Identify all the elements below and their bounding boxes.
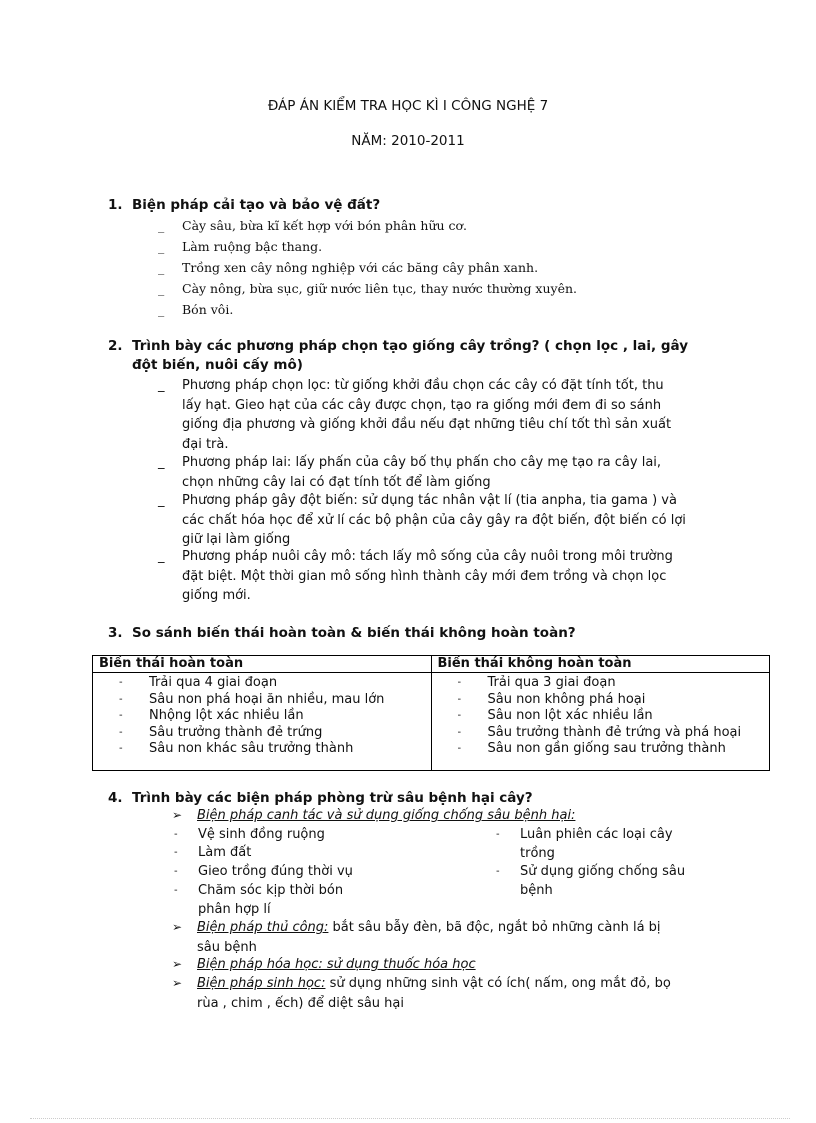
method-item bbox=[172, 806, 712, 826]
method-label: Biện pháp thủ công: bbox=[197, 920, 329, 935]
arrow-bullet-icon: ➢ bbox=[172, 976, 183, 990]
question-title: Biện pháp cải tạo và bảo vệ đất? bbox=[132, 197, 381, 213]
dash-bullet: _ bbox=[158, 218, 165, 233]
list-item: _ Phương pháp lai: lấy phấn của cây bố thụ phấn cho cây mẹ tạo ra cây lai, chọn những cây lai có đạt tính tốt để làm giống bbox=[158, 455, 662, 490]
arrow-bullet-icon: ➢ bbox=[172, 808, 183, 822]
dash-bullet: _ bbox=[158, 260, 165, 275]
list-item: - Vệ sinh đồng ruộng bbox=[174, 827, 325, 842]
list-item: - Sâu non phá hoại ăn nhiều, mau lớn bbox=[119, 691, 385, 707]
dash-bullet: - bbox=[174, 829, 178, 840]
list-item: _ Cày nông, bừa sục, giữ nước liên tục, thay nước thường xuyên. bbox=[158, 279, 577, 299]
method-label: Biện pháp canh tác và sử dụng giống chống sâu bệnh hại: bbox=[197, 808, 576, 823]
dash-bullet: _ bbox=[158, 549, 165, 564]
arrow-bullet-icon: ➢ bbox=[172, 957, 183, 971]
dash-bullet: - bbox=[457, 743, 462, 754]
list-item: _ Phương pháp gây đột biến: sử dụng tác nhân vật lí (tia anpha, tia gama ) và các chất hóa học để xử lí các bộ phận của cây gây ra đột biến, đột biến có lợi giữ lại làm giống bbox=[158, 493, 686, 547]
document-title: ĐÁP ÁN KIỂM TRA HỌC KÌ I CÔNG NGHỆ 7 bbox=[267, 98, 549, 114]
question-number: 4. bbox=[108, 790, 123, 806]
document-year: NĂM: 2010-2011 bbox=[351, 133, 465, 149]
dash-bullet: - bbox=[119, 743, 123, 754]
list-item: - Nhộng lột xác nhiều lần bbox=[119, 708, 304, 723]
list-item: - Sâu non không phá hoại bbox=[457, 691, 646, 707]
table-cell bbox=[431, 673, 770, 771]
dash-bullet: - bbox=[119, 693, 123, 705]
list-item: _ Bón vôi. bbox=[158, 300, 233, 320]
question-title: So sánh biến thái hoàn toàn & biến thái không hoàn toàn? bbox=[132, 625, 576, 641]
table-header-cell: Biến thái không hoàn toàn bbox=[431, 656, 770, 673]
question-title: Trình bày các biện pháp phòng trừ sâu bệnh hại cây? bbox=[132, 790, 533, 806]
list-item: - Gieo trồng đúng thời vụ bbox=[174, 864, 353, 879]
dash-bullet: - bbox=[457, 726, 462, 738]
question-number: 2. bbox=[108, 338, 123, 354]
question-number: 3. bbox=[108, 625, 123, 641]
question-number: 1. bbox=[108, 197, 123, 213]
list-item: - Sâu trưởng thành đẻ trứng bbox=[119, 724, 323, 740]
list-item: _ Phương pháp chọn lọc: từ giống khởi đầu chọn các cây có đặt tính tốt, thu lấy hạt. Gieo hạt của các cây được chọn, tạo ra giống mới đem đi so sánh giống địa phương và giống khởi đầu nếu đạt những tiêu chí tốt thì sản xuất đại trà. bbox=[158, 378, 672, 452]
dash-bullet: - bbox=[457, 710, 462, 721]
list-item: - Trải qua 3 giai đoạn bbox=[457, 675, 616, 690]
dash-bullet: - bbox=[119, 710, 123, 721]
method-item bbox=[172, 955, 712, 975]
comparison-table bbox=[92, 655, 770, 771]
list-item: _ Cày sâu, bừa kĩ kết hợp với bón phân hữu cơ. bbox=[158, 216, 467, 236]
dash-bullet: _ bbox=[158, 378, 165, 393]
dash-bullet: - bbox=[174, 866, 178, 877]
list-item: _ Trồng xen cây nông nghiệp với các băng cây phân xanh. bbox=[158, 258, 538, 278]
dash-bullet: _ bbox=[158, 281, 165, 296]
table-header-cell: Biến thái hoàn toàn bbox=[93, 656, 432, 673]
dash-bullet: - bbox=[496, 829, 500, 840]
dash-bullet: - bbox=[496, 866, 500, 877]
arrow-bullet-icon: ➢ bbox=[172, 920, 183, 934]
dash-bullet: - bbox=[174, 885, 178, 896]
dash-bullet: - bbox=[119, 726, 123, 738]
list-item: - Sâu non lột xác nhiều lần bbox=[457, 708, 653, 723]
list-item: - Sâu trưởng thành đẻ trứng và phá hoại bbox=[457, 724, 742, 740]
table-row bbox=[93, 673, 770, 771]
dash-bullet: _ bbox=[158, 239, 165, 254]
method-label: Biện pháp hóa học: sử dụng thuốc hóa học bbox=[197, 957, 476, 972]
dash-bullet: - bbox=[457, 693, 462, 705]
list-item: _ Phương pháp nuôi cây mô: tách lấy mô sống của cây nuôi trong môi trường đặt biệt. Một thời gian mô sống hình thành cây mới đem trồng và chọn lọc giống mới. bbox=[158, 549, 673, 603]
table-header-row bbox=[93, 656, 770, 673]
question-3-heading bbox=[108, 624, 708, 643]
cell-list bbox=[432, 675, 770, 758]
method-item: ➢ Biện pháp sinh học: sử dụng những sinh vật có ích( nấm, ong mắt đỏ, bọ rùa , chim , ếch) để diệt sâu hại bbox=[172, 976, 671, 1011]
dash-bullet: - bbox=[457, 677, 462, 688]
cell-list bbox=[93, 675, 431, 758]
list-item: - Sâu non khác sâu trưởng thành bbox=[119, 741, 354, 756]
question-title: Trình bày các phương pháp chọn tạo giống cây trồng? ( chọn lọc , lai, gây bbox=[132, 338, 689, 354]
list-item: - Sâu non gần giống sau trưởng thành bbox=[457, 741, 726, 756]
method-label: Biện pháp sinh học: bbox=[197, 976, 326, 991]
question-1-heading bbox=[108, 196, 708, 215]
method-item: ➢ Biện pháp thủ công: bắt sâu bẫy đèn, bã độc, ngắt bỏ những cành lá bị sâu bệnh bbox=[172, 920, 661, 955]
question-2-heading bbox=[108, 337, 708, 375]
list-item: - Luân phiên các loại cây trồng bbox=[496, 827, 673, 861]
dash-bullet: - bbox=[119, 677, 123, 688]
list-item: _ Làm ruộng bậc thang. bbox=[158, 237, 322, 257]
list-item: - Chăm sóc kịp thời bón phân hợp lí bbox=[174, 883, 344, 917]
dash-bullet: _ bbox=[158, 455, 165, 470]
list-item: - Sử dụng giống chống sâu bệnh bbox=[496, 864, 686, 898]
dash-bullet: _ bbox=[158, 302, 165, 317]
table-cell bbox=[93, 673, 432, 771]
page-bottom-divider bbox=[30, 1118, 790, 1119]
dash-bullet: _ bbox=[158, 493, 165, 508]
question-title-continued: đột biến, nuôi cấy mô) bbox=[132, 357, 303, 373]
list-item: - Làm đất bbox=[174, 845, 252, 860]
dash-bullet: - bbox=[174, 847, 178, 858]
list-item: - Trải qua 4 giai đoạn bbox=[119, 675, 278, 690]
